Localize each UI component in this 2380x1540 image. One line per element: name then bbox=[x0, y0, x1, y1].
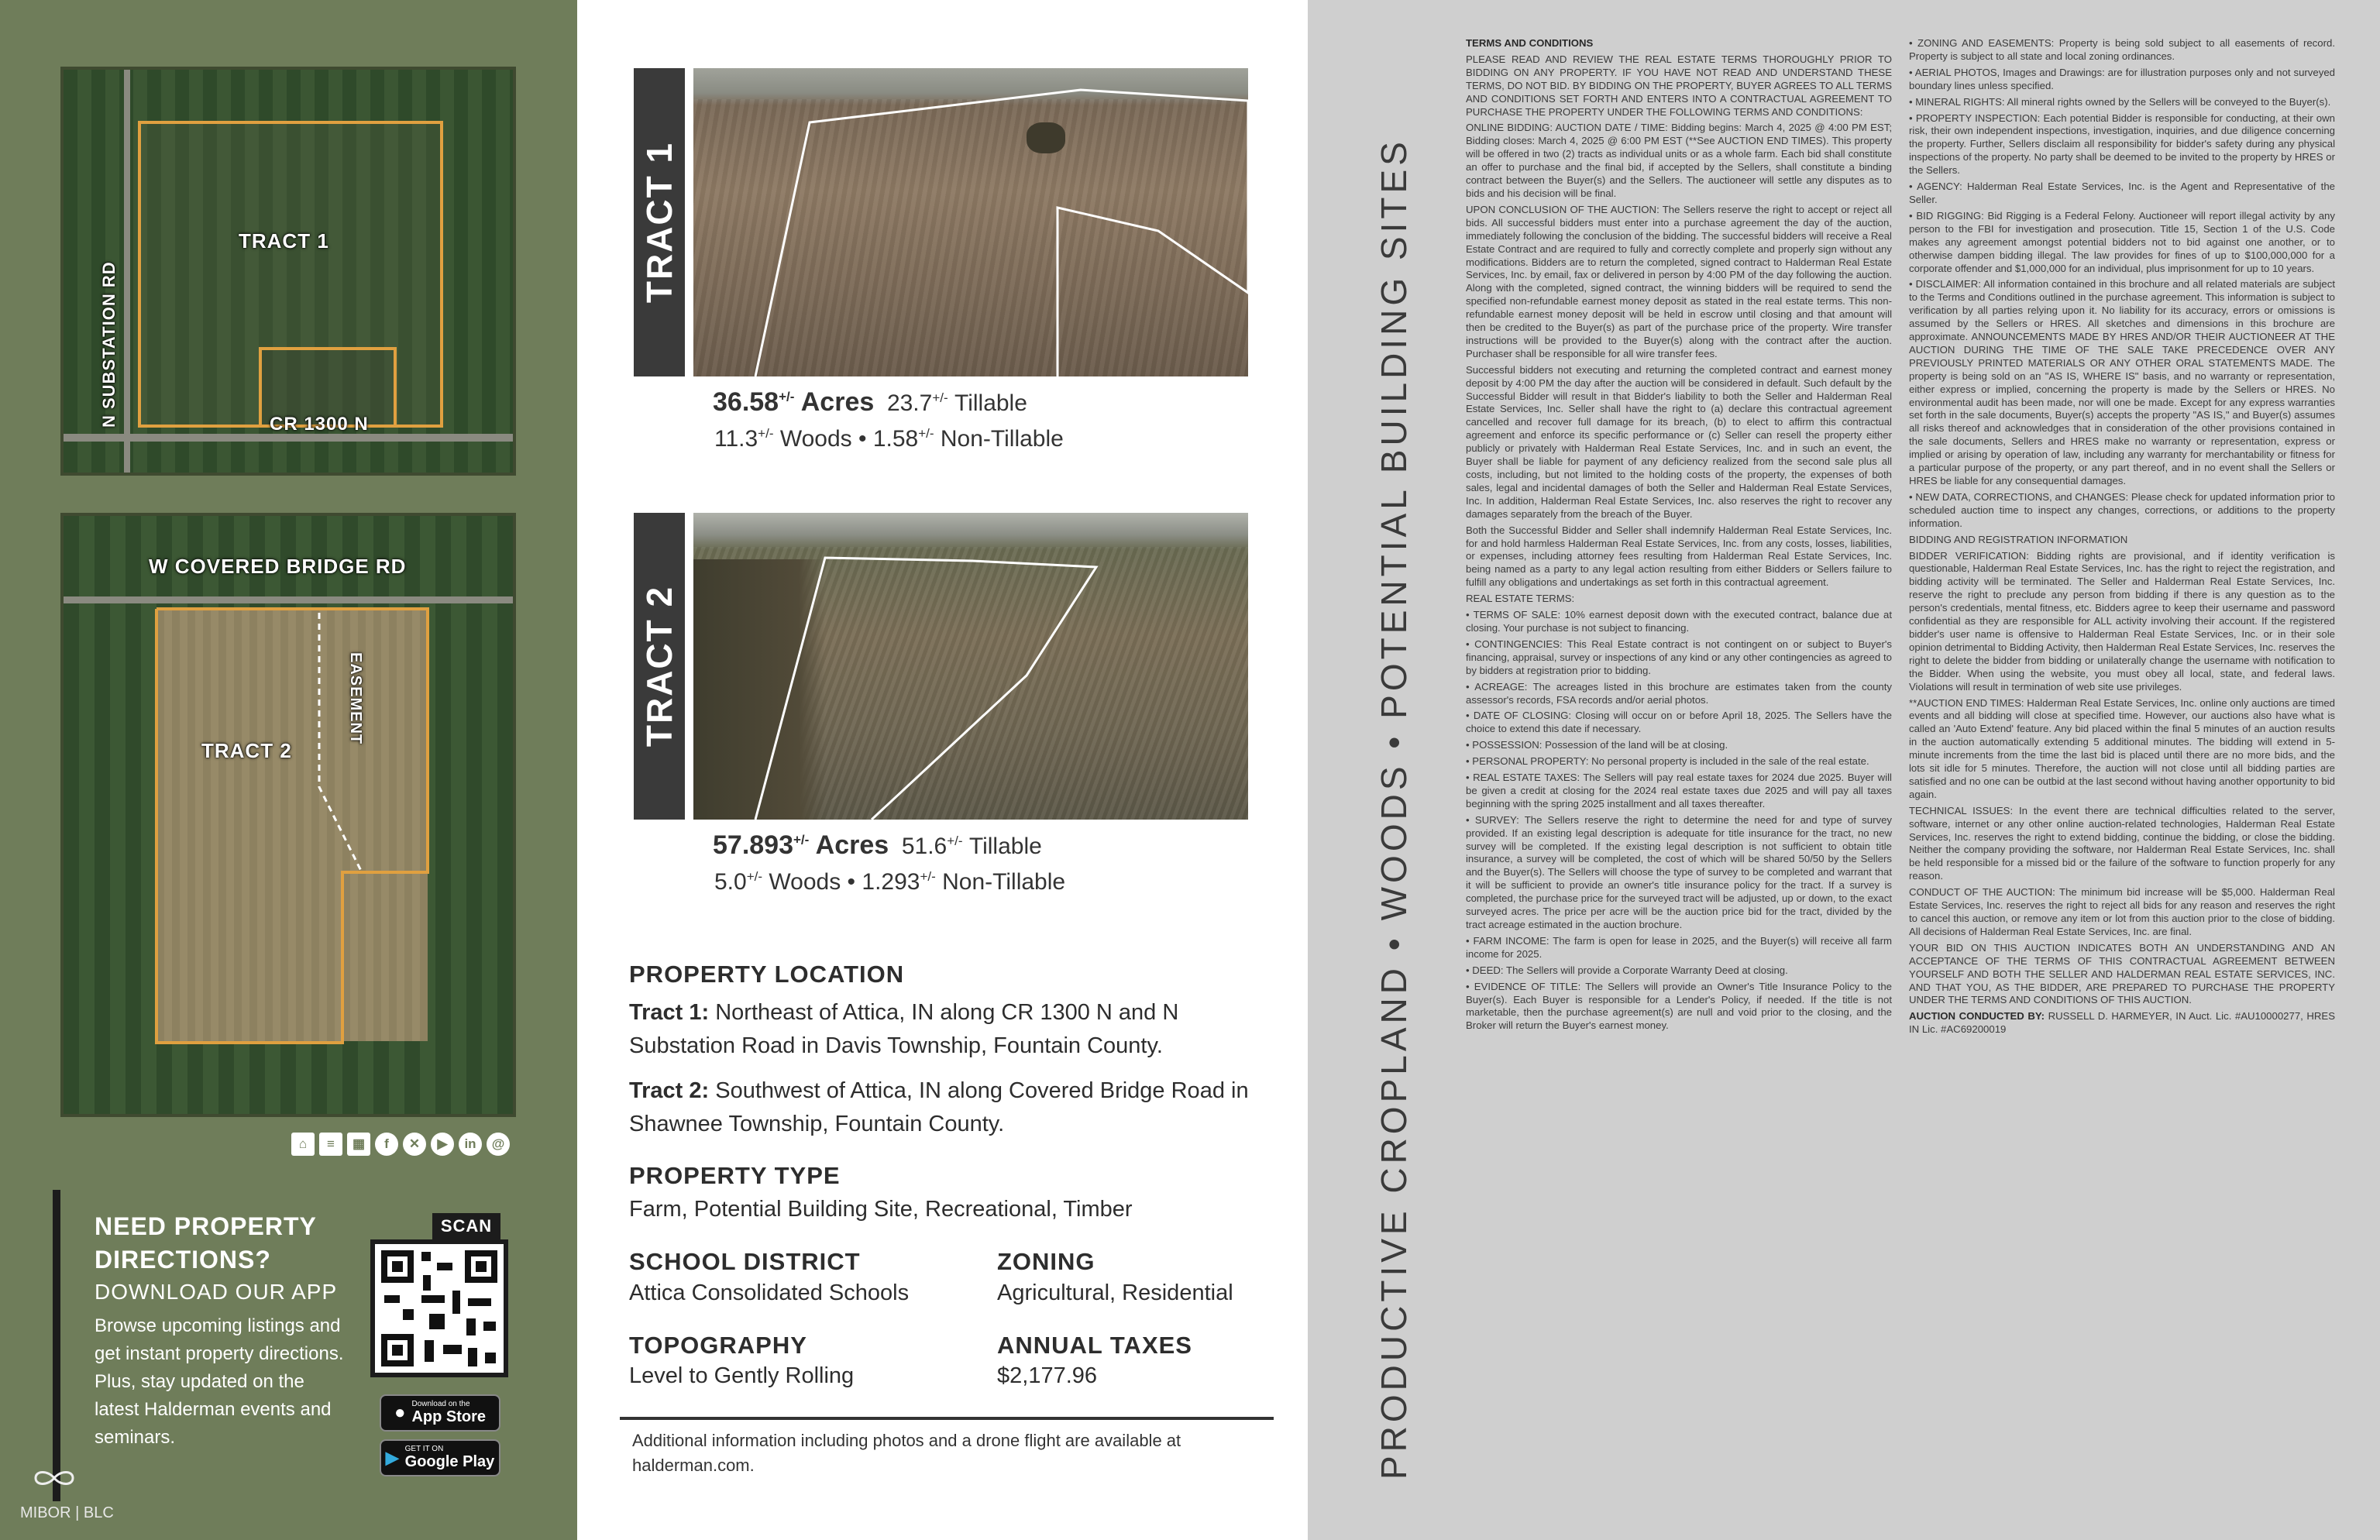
terms-paragraph bbox=[1909, 491, 2335, 531]
tract1-location-text: Northeast of Attica, IN along CR 1300 N and N Substation Road in Davis Township, Fountain County. bbox=[629, 1000, 1179, 1058]
tract2-nontillable-value: 1.293 bbox=[862, 869, 920, 895]
substation-road-label: N SUBSTATION RD bbox=[99, 261, 119, 428]
terms-paragraph-text: • PROPERTY INSPECTION: Each potential Bidder is responsible for conducting, at their own risk, their own independent inspections, investigation, inquiries, and due diligence concerning the property. Further, Sellers disclaim all responsibility for bidder's safety during any physical inspections of the property. No party shall be deemed to be invited to the property by HRES or the Sellers. bbox=[1909, 112, 2335, 177]
terms-paragraph bbox=[1909, 112, 2335, 178]
terms-paragraph-heading: AUCTION CONDUCTED BY: bbox=[1909, 1010, 2045, 1023]
tract2-nontillable-label: Non-Tillable bbox=[942, 869, 1066, 895]
terms-paragraph-text: BIDDING AND REGISTRATION INFORMATION bbox=[1909, 533, 2128, 545]
additional-info-note: Additional information including photos and a drone flight are available at halderman.com. bbox=[632, 1431, 1181, 1475]
terms-paragraph-text: RUSSELL D. HARMEYER, IN Auct. Lic. #AU10000277, HRES IN Lic. #AC69200019 bbox=[1909, 1010, 2335, 1036]
terms-paragraph-text: ONLINE BIDDING: AUCTION DATE / TIME: Bidding begins: March 4, 2025 @ 4:00 PM EST; Bidding closes: March 4, 2025 @ 6:00 PM EST (**See AUCTION END TIMES). This property will be offered in two (2) tracts as individual units or as a whole farm. Each bid shall constitute an offer to purchase and the final bid, if accepted by the Sellers, shall constitute a binding contract between the Buyer(s) and the Sellers. The auctioneer will settle any disputes as to bids and his decision will be final. bbox=[1466, 122, 1892, 199]
terms-paragraph-text: • CONTINGENCIES: This Real Estate contract is not contingent on or subject to Buyer's financing, appraisal, survey or inspections of any kind or any other contingencies as agreed to by bidders at registration prior to bidding. bbox=[1466, 638, 1892, 676]
tract2-boundary bbox=[156, 609, 428, 1043]
linkedin-icon[interactable]: in bbox=[459, 1133, 482, 1156]
terms-paragraph-text: CONDUCT OF THE AUCTION: The minimum bid increase will be $5,000. Halderman Real Estate Services, Inc. reserves the right to reject all bids for any reason and reserves the right to cancel this auction, or remove any item or lot from this auction prior to the close of bidding. All decisions of Halderman Real Estate Services, Inc. are final. bbox=[1909, 886, 2335, 937]
x-icon[interactable]: ✕ bbox=[403, 1133, 426, 1156]
road-substation bbox=[124, 70, 130, 473]
tract2-woods-label: Woods bbox=[769, 869, 841, 895]
terms-paragraph bbox=[1466, 204, 1892, 361]
threads-icon[interactable]: @ bbox=[487, 1133, 510, 1156]
tract1-aerial-map bbox=[60, 67, 516, 476]
mibor-label: MIBOR | BLC bbox=[20, 1504, 114, 1521]
tract1-tab bbox=[634, 68, 685, 376]
zoning-text: Agricultural, Residential bbox=[997, 1280, 1233, 1305]
terms-paragraph-text: Both the Successful Bidder and Seller shall indemnify Halderman Real Estate Services, Inc. for and hold harmless Halderman Real Estate Services, Inc. from any costs, losses, liabilities, or expenses, including attorney fees resulting from Halderman Real Estate Services, Inc. being named as a party to any legal action resulting from either Bidders or Sellers failure to fulfill any obligations and undertakings as set forth in this contractual agreement. bbox=[1466, 524, 1892, 589]
property-type-heading: PROPERTY TYPE bbox=[629, 1162, 841, 1189]
tract2-photo-outline bbox=[755, 558, 1096, 820]
terms-paragraph bbox=[1909, 534, 2335, 547]
terms-paragraph-text: REAL ESTATE TERMS: bbox=[1466, 593, 1575, 605]
qr-code[interactable] bbox=[370, 1239, 508, 1377]
terms-column-1 bbox=[1466, 37, 1892, 1036]
terms-column-2 bbox=[1909, 37, 2335, 1040]
tract2-photo-boundary bbox=[693, 513, 1248, 820]
tract1-acres-line1 bbox=[713, 387, 1027, 418]
terms-paragraph-text: • TERMS OF SALE: 10% earnest deposit down with the executed contract, balance due at closing. Your purchase is not subject to financing. bbox=[1466, 609, 1892, 634]
zoning-heading: ZONING bbox=[997, 1248, 1095, 1275]
tract1-photo-boundary bbox=[693, 68, 1248, 376]
tract1-location bbox=[629, 996, 1280, 1063]
terms-paragraph bbox=[1909, 180, 2335, 207]
school-district-heading: SCHOOL DISTRICT bbox=[629, 1248, 861, 1275]
terms-paragraph bbox=[1466, 638, 1892, 678]
youtube-icon[interactable]: ▶ bbox=[431, 1133, 454, 1156]
terms-paragraph bbox=[1466, 964, 1892, 978]
terms-paragraph-text: • SURVEY: The Sellers reserve the right to determine the need for and type of survey provided. If an existing legal description is adequate for title insurance for the tract, no new survey will be completed. If the existing legal description is not sufficient to obtain title insurance, a survey will be completed, the cost of which will be shared 50/50 by the Sellers and the Buyer(s). The Sellers will choose the type of survey to be completed and warrant that it will be sufficient to provide an owner's title insurance policy for the tract. If a survey is completed, the purchase price for the surveyed tract will be adjusted, up or down, to the exact surveyed acres. The price per acre will be the auction price bid for the tract, divided by the tract acreage estimated in the auction brochure. bbox=[1466, 813, 1892, 930]
google-play-badge[interactable] bbox=[380, 1439, 500, 1476]
terms-paragraph bbox=[1466, 53, 1892, 119]
terms-paragraph bbox=[1466, 739, 1892, 752]
terms-paragraph-text: • DISCLAIMER: All information contained in this brochure and all related materials are subject to the Terms and Conditions outlined in the purchase agreement. This information is subject to verification by all parties relying upon it. No liability for its accuracy, errors or omissions is assumed by the Sellers or HRES. All sketches and dimensions in this brochure are approximate. ANNOUNCEMENTS MADE BY HRES AND/OR THEIR AUCTIONEER AT THE AUCTION DURING THE TIME OF THE SALE TAKE PRECEDENCE OVER ANY PREVIOUSLY PRINTED MATERIALS OR ANY OTHER ORAL STATEMENTS MADE. The property is being sold on an "AS IS, WHERE IS" basis, and no warranty or representation, either express or implied, concerning the property is made by the Sellers or HRES. No environmental audit has been made, nor will one be made. Except for any express warranties set forth in the sale documents, Buyer(s) accepts the property "AS IS," and Buyer(s) assumes all risks thereof and acknowledges that in consideration of the other provisions contained in the sale documents, Sellers and HRES make no warranty or representation, express or implied or arising by operation of law, including any warranty for merchantability or fitness for a particular purpose of the property, or any part thereof, and in no event shall the Sellers or HRES be liable for any consequential damages. bbox=[1909, 278, 2335, 486]
tract1-tillable-pm: +/- bbox=[932, 390, 948, 405]
tract1-tillable-value: 23.7 bbox=[886, 390, 933, 416]
tract2-location-text: Southwest of Attica, IN along Covered Bridge Road in Shawnee Township, Fountain County. bbox=[629, 1078, 1249, 1136]
tract1-tillable-label: Tillable bbox=[954, 390, 1027, 416]
terms-paragraph-text: • REAL ESTATE TAXES: The Sellers will pay real estate taxes for 2024 due 2025. Buyer will be given a credit at closing for the 2024 real estate taxes due 2025 and will pay all taxes beginning with the spring 2025 installment and all taxes thereafter. bbox=[1466, 772, 1892, 810]
terms-paragraph-text: • DEED: The Sellers will provide a Corporate Warranty Deed at closing. bbox=[1466, 964, 1788, 976]
tract2-tillable-label: Tillable bbox=[968, 834, 1042, 859]
terms-paragraph bbox=[1909, 805, 2335, 883]
terms-paragraph bbox=[1466, 524, 1892, 590]
tract2-map-label: TRACT 2 bbox=[201, 739, 292, 762]
tract1-nontillable-label: Non-Tillable bbox=[940, 426, 1064, 452]
terms-paragraph bbox=[1909, 886, 2335, 939]
app-store-label: App Store bbox=[411, 1408, 487, 1425]
annual-taxes-heading: ANNUAL TAXES bbox=[997, 1332, 1192, 1359]
terms-paragraph bbox=[1909, 942, 2335, 1008]
apple-icon: ● bbox=[394, 1402, 406, 1423]
tract1-woods-pm: +/- bbox=[758, 426, 774, 441]
tract2-location-label: Tract 2: bbox=[629, 1078, 710, 1103]
tract2-boundary-svg bbox=[64, 516, 513, 1114]
tract1-location-label: Tract 1: bbox=[629, 1000, 710, 1025]
tract2-drone-photo bbox=[693, 513, 1248, 820]
terms-paragraph bbox=[1466, 609, 1892, 635]
google-play-icon: ▶ bbox=[385, 1448, 399, 1467]
tract2-tab-label: TRACT 2 bbox=[639, 585, 680, 748]
terms-paragraph bbox=[1466, 755, 1892, 768]
app-promo-title: NEED PROPERTY DIRECTIONS? bbox=[95, 1212, 317, 1274]
terms-paragraph bbox=[1466, 593, 1892, 606]
tract2-acres-pm: +/- bbox=[793, 832, 810, 847]
tract1-woods-label: Woods bbox=[779, 426, 852, 452]
mls-icon[interactable]: ≡ bbox=[319, 1133, 342, 1156]
tract2-tillable-pm: +/- bbox=[947, 834, 963, 848]
tract2-acres-value: 57.893 bbox=[713, 830, 793, 860]
terms-paragraph-text: • FARM INCOME: The farm is open for lease in 2025, and the Buyer(s) will receive all farm income for 2025. bbox=[1466, 934, 1892, 960]
app-accent-bar bbox=[53, 1190, 60, 1501]
terms-paragraph bbox=[1466, 364, 1892, 521]
google-play-small: GET IT ON bbox=[404, 1445, 444, 1453]
terms-paragraph-text: BIDDER VERIFICATION: Bidding rights are provisional, and if identity verification is questionable, Halderman Real Estate Services, Inc. has the right to reject the registration, and bidding activity will be terminated. The Seller and Halderman Real Estate Services, Inc. reserve the right to preclude any person from bidding if there is any question as to the person's credentials, mental fitness, etc. Bidders agree to keep their username and password confidential as they are responsible for ALL activity involving their account. If the registered bidder's user name is offensive to Halderman Real Estate Services, Inc. or in their sole opinion detrimental to Bidding Activity, then Halderman Real Estate Services, Inc. reserves the right to delete the bidder from bidding or unilaterally change the username with notification to the Bidder. When using the website, you must obey all local, state, and federal laws. Violations will result in termination of web site use privileges. bbox=[1909, 549, 2335, 693]
terms-paragraph bbox=[1909, 1010, 2335, 1036]
tract2-acres-label: Acres bbox=[815, 830, 889, 860]
mibor-logo-icon bbox=[31, 1467, 77, 1489]
terms-paragraph-text: • AERIAL PHOTOS, Images and Drawings: are for illustration purposes only and not surveyed boundary lines unless specified. bbox=[1909, 66, 2335, 91]
tract1-acres-pm: +/- bbox=[779, 389, 795, 404]
vertical-headline: PRODUCTIVE CROPLAND • WOODS • POTENTIAL BUILDING SITES bbox=[1374, 138, 1414, 1480]
terms-paragraph-text: TECHNICAL ISSUES: In the event there are technical difficulties related to the server, software, internet or any other online auction-related technologies, Halderman Real Estate Services, Inc. reserves the right to extend bidding, continue the bidding, or close the bidding. Neither the company providing the software, nor Halderman Real Estate Services, Inc. shall be held responsible for a missed bid or the failure of the software to function properly for any reason. bbox=[1909, 804, 2335, 882]
terms-paragraph bbox=[1466, 710, 1892, 736]
terms-paragraph bbox=[1466, 681, 1892, 707]
tract1-woods-value: 11.3 bbox=[714, 426, 758, 452]
tract1-nontillable-value: 1.58 bbox=[872, 426, 919, 452]
cr1300n-label: CR 1300 N bbox=[270, 414, 369, 435]
social-icons bbox=[291, 1133, 510, 1156]
tract1-drone-photo bbox=[693, 68, 1248, 376]
tract2-tab bbox=[634, 513, 685, 820]
tract1-photo-outline bbox=[755, 90, 1248, 376]
terms-paragraph bbox=[1466, 814, 1892, 932]
tract1-nontillable-pm: +/- bbox=[918, 426, 934, 441]
tract1-acres-value: 36.58 bbox=[713, 387, 779, 417]
terms-paragraph-text: PLEASE READ AND REVIEW THE REAL ESTATE TERMS THOROUGHLY PRIOR TO BIDDING ON ANY PROPERTY. IF YOU HAVE NOT READ AND UNDERSTAND THESE TERMS, DO NOT BID. BY BIDDING ON THE PROPERTY, BUYER AGREES TO ALL TERMS AND CONDITIONS SET FORTH AND ENTERS INTO A CONTRACTUAL AGREEMENT TO PURCHASE THE PROPERTY UNDER THE FOLLOWING TERMS AND CONDITIONS: bbox=[1466, 53, 1892, 118]
terms-paragraph-text: • ZONING AND EASEMENTS: Property is being sold subject to all easements of record. Property is subject to all state and local zoning ordinances. bbox=[1909, 37, 2335, 62]
school-district-text: Attica Consolidated Schools bbox=[629, 1280, 910, 1305]
divider bbox=[620, 1417, 1274, 1420]
building-icon[interactable]: ▦ bbox=[347, 1133, 370, 1156]
tract2-woods-value: 5.0 bbox=[714, 869, 747, 895]
app-promo-subtitle: DOWNLOAD OUR APP bbox=[95, 1280, 338, 1304]
terms-paragraph-text: **AUCTION END TIMES: Halderman Real Estate Services, Inc. online only auctions are timed events and all bidding will close at specified time. However, our auctions also have what is called an 'Auto Extend' feature. Any bid placed within the final 5 minutes of an auction results in the auction automatically extending 5 additional minutes. The bidding will extend in 5-minute increments from the time the last bid is placed until there are no more bids, and the lots sit idle for 5 minutes. Therefore, the auction will not close until all bidding parties are satisfied and no one can be outbid at the last second without having another opportunity to bid again. bbox=[1909, 696, 2335, 800]
terms-paragraph-text: • EVIDENCE OF TITLE: The Sellers will provide an Owner's Title Insurance Policy to the Buyer(s). Each Buyer is responsible for a Lender's Policy, if needed. If the title is not marketable, then the purchase agreement(s) are null and void prior to the closing, and the Broker will return the Buyer's earnest money. bbox=[1466, 980, 1892, 1032]
terms-paragraph bbox=[1909, 96, 2335, 109]
terms-paragraph bbox=[1909, 697, 2335, 802]
terms-paragraph-text: • NEW DATA, CORRECTIONS, and CHANGES: Please check for updated information prior to scheduled auction time to inspect any changes, corrections, or additions to the property information. bbox=[1909, 490, 2335, 529]
tract2-woods-pm: +/- bbox=[746, 869, 763, 884]
terms-paragraph-heading: TERMS AND CONDITIONS bbox=[1466, 37, 1594, 49]
tract2-acres-line1 bbox=[713, 830, 1042, 861]
terms-paragraph-text: YOUR BID ON THIS AUCTION INDICATES BOTH AN UNDERSTANDING AND AN ACCEPTANCE OF THE TERMS OF THIS CONTRACTUAL AGREEMENT BETWEEN YOURSELF AND BOTH THE SELLER AND HALDERMAN REAL ESTATE SERVICES, INC. AND THAT YOU, AS THE BIDDER, ARE PREPARED TO PURCHASE THE PROPERTY UNDER THE TERMS AND CONDITIONS OF THIS AUCTION. bbox=[1909, 941, 2335, 1006]
google-play-text bbox=[405, 1445, 495, 1471]
terms-paragraph bbox=[1466, 37, 1892, 50]
topography-heading: TOPOGRAPHY bbox=[629, 1332, 807, 1359]
terms-paragraph bbox=[1909, 67, 2335, 93]
terms-paragraph bbox=[1466, 772, 1892, 811]
terms-paragraph-text: UPON CONCLUSION OF THE AUCTION: The Sellers reserve the right to accept or reject all bids. All successful bidders must enter into a purchase agreement the day of the auction, immediately following the conclusion of the bidding. The successful bidders will receive a Real Estate Contract and are required to fully and correctly complete and properly sign without any modifications. Bidders are to return the completed, signed contract to Halderman Real Estate Services, Inc. by email, fax or delivered in person by 4:00 PM of the day following the auction. Along with the completed, signed contract, the winning bidders will be required to send the specified non-refundable earnest money deposit as stated in the real estate terms. This non-refundable earnest money deposit will be held in escrow until closing and that amount will then be credited to the Buyer(s) as part of the purchase price of the property. Wire transfer instructions will be provided to the Buyer(s) along with the contract after the auction. Purchaser shall be responsible for all wire transfer fees. bbox=[1466, 203, 1892, 359]
scan-label: SCAN bbox=[432, 1213, 500, 1239]
tract1-acres-line2: 11.3+/- Woods • 1.58+/- Non-Tillable bbox=[714, 426, 1064, 452]
terms-paragraph-text: • BID RIGGING: Bid Rigging is a Federal Felony. Auctioneer will report illegal activity by any person to the FBI for investigation and prosecution. Title 15, Section 1 of the U.S. Code makes any agreement amongst potential bidders not to bid against one another, or to otherwise dampen bidding illegal. The law provides for fines of up to $100,000,000 for a corporate offender and $1,000,000 for an individual, plus imprisonment for up to 10 years. bbox=[1909, 209, 2335, 274]
terms-paragraph-text: • PERSONAL PROPERTY: No personal property is included in the sale of the real estate. bbox=[1466, 755, 1869, 768]
terms-paragraph bbox=[1909, 278, 2335, 488]
terms-paragraph bbox=[1466, 935, 1892, 961]
google-play-label: Google Play bbox=[404, 1453, 495, 1470]
terms-paragraph bbox=[1909, 37, 2335, 64]
terms-paragraph bbox=[1466, 122, 1892, 200]
tract2-nontillable-pm: +/- bbox=[920, 869, 936, 884]
property-type-text: Farm, Potential Building Site, Recreational, Timber bbox=[629, 1197, 1133, 1222]
terms-paragraph bbox=[1466, 981, 1892, 1033]
tract2-location bbox=[629, 1074, 1280, 1141]
property-location-heading: PROPERTY LOCATION bbox=[629, 961, 905, 988]
tract1-map-label: TRACT 1 bbox=[239, 229, 329, 253]
topography-text: Level to Gently Rolling bbox=[629, 1363, 855, 1388]
tract2-acres-line2: 5.0+/- Woods • 1.293+/- Non-Tillable bbox=[714, 869, 1066, 895]
terms-paragraph bbox=[1909, 210, 2335, 276]
left-panel bbox=[0, 0, 577, 1540]
terms-paragraph-text: Successful bidders not executing and returning the completed contract and earnest money deposit by 4:00 PM the day after the auction will be considered in default. Such default by the Successful Bidder will result in that Bidder's liability to both the Seller and Halderman Real Estate Services, Inc. Seller shall have the right to (a) declare this contractual agreement cancelled and recover full damage for its breach, (b) to elect to affirm this contractual agreement and enforce its specific performance or (c) Seller can resell the property either publicly or privately with Halderman Real Estate Services, Inc. and in such an event, the Buyer shall be liable for payment of any deficiency realized from the second sale plus all costs, including, but not limited to the holding costs of the property, the expenses of both sales, legal and incidental damages of both the Seller and Halderman Real Estate Services, Inc. In addition, Halderman Real Estate Services, Inc. also reserves the right to recover any damages separately from the breach of the Buyer. bbox=[1466, 363, 1892, 520]
app-store-text bbox=[411, 1400, 486, 1426]
terms-paragraph-text: • DATE OF CLOSING: Closing will occur on or before April 18, 2025. The Sellers have the choice to extend this date if necessary. bbox=[1466, 710, 1892, 735]
tract2-aerial-map bbox=[60, 513, 516, 1117]
home-icon[interactable]: ⌂ bbox=[291, 1133, 315, 1156]
tract1-acres-label: Acres bbox=[800, 387, 875, 417]
annual-taxes-text: $2,177.96 bbox=[997, 1363, 1098, 1388]
terms-paragraph-text: • POSSESSION: Possession of the land will be at closing. bbox=[1466, 739, 1728, 751]
terms-paragraph bbox=[1909, 550, 2335, 694]
terms-paragraph-text: • MINERAL RIGHTS: All mineral rights owned by the Sellers will be conveyed to the Buyer(s). bbox=[1909, 95, 2331, 108]
tract2-tillable-value: 51.6 bbox=[901, 834, 948, 859]
terms-paragraph-text: • ACREAGE: The acreages listed in this brochure are estimates taken from the county assessor's records, FSA records and/or aerial photos. bbox=[1466, 680, 1892, 706]
facebook-icon[interactable]: f bbox=[375, 1133, 398, 1156]
app-store-small: Download on the bbox=[411, 1400, 470, 1408]
tract1-tab-label: TRACT 1 bbox=[639, 141, 680, 304]
app-promo-text: Browse upcoming listings and get instant property directions. Plus, stay updated on the latest Halderman events and seminars. bbox=[95, 1315, 344, 1448]
app-store-badge[interactable] bbox=[380, 1394, 500, 1432]
easement-label: EASEMENT bbox=[347, 652, 364, 745]
terms-paragraph-text: • AGENCY: Halderman Real Estate Services, Inc. is the Agent and Representative of the Seller. bbox=[1909, 180, 2335, 205]
covered-bridge-road-label: W COVERED BRIDGE RD bbox=[149, 555, 407, 578]
